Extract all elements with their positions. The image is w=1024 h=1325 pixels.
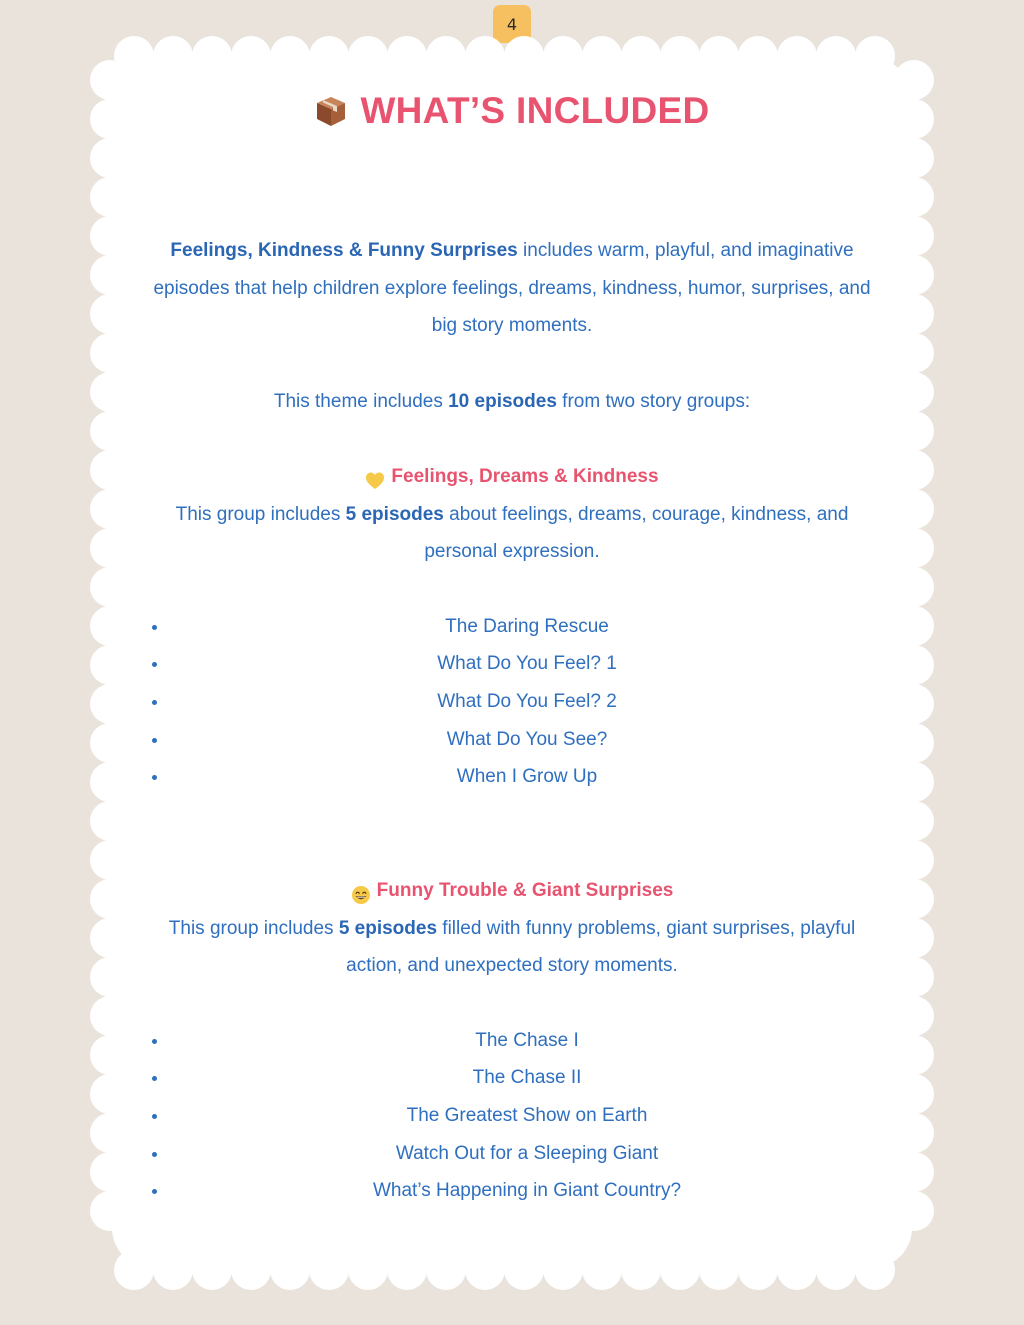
bullet-icon xyxy=(152,625,157,630)
episode-title: What Do You Feel? 2 xyxy=(437,690,617,712)
list-item xyxy=(140,1097,884,1135)
page-title-text: WHAT’S INCLUDED xyxy=(360,90,710,131)
bullet-icon xyxy=(152,1114,157,1119)
theme-summary xyxy=(140,383,884,421)
group-heading-feelings xyxy=(140,458,884,496)
group-desc-suffix: filled with funny problems, giant surprises, playful action, and unexpected story moments. xyxy=(346,917,856,977)
bullet-icon xyxy=(152,700,157,705)
episode-title: What Do You See? xyxy=(446,728,608,750)
theme-name: Feelings, Kindness & Funny Surprises xyxy=(170,240,518,261)
group-desc-suffix: about feelings, dreams, courage, kindness, and personal expression. xyxy=(424,503,849,562)
bullet-icon xyxy=(152,662,157,667)
list-item xyxy=(140,608,884,646)
group-desc-count: 5 episodes xyxy=(338,917,438,939)
group-desc-prefix: This group includes xyxy=(168,917,339,939)
list-item xyxy=(140,1022,884,1060)
bullet-icon xyxy=(152,738,157,743)
intro-paragraph xyxy=(140,232,884,345)
bullet-icon xyxy=(152,775,157,780)
episode-title: The Chase II xyxy=(472,1067,582,1089)
episode-title: The Daring Rescue xyxy=(445,615,609,637)
episode-title: The Greatest Show on Earth xyxy=(406,1104,648,1126)
bullet-icon xyxy=(152,1152,157,1157)
page-number-badge: 4 xyxy=(493,5,531,43)
summary-count: 10 episodes xyxy=(448,390,557,412)
episode-title: When I Grow Up xyxy=(456,766,598,788)
group-title: Funny Trouble & Giant Surprises xyxy=(376,880,674,902)
list-item xyxy=(140,721,884,759)
yellow-heart-icon xyxy=(365,467,385,487)
group-heading-funny xyxy=(140,872,884,910)
list-item xyxy=(140,1172,884,1210)
list-item xyxy=(140,758,884,796)
intro-text-line1: includes warm, playful, and imaginative xyxy=(517,240,854,261)
group-description xyxy=(140,496,884,571)
list-item xyxy=(140,1135,884,1173)
package-icon xyxy=(314,94,348,128)
episode-title: What Do You Feel? 1 xyxy=(437,653,617,675)
episode-title: The Chase I xyxy=(475,1029,579,1051)
summary-suffix: from two story groups: xyxy=(556,390,751,412)
group-desc-count: 5 episodes xyxy=(345,503,444,525)
list-item xyxy=(140,683,884,721)
episode-list-feelings xyxy=(140,608,884,797)
list-item xyxy=(140,1059,884,1097)
page-title xyxy=(140,88,884,134)
intro-text-rest: episodes that help children explore feelings, dreams, kindness, humor, surprises, and big story moments. xyxy=(153,277,871,336)
episode-list-funny xyxy=(140,1022,884,1211)
bullet-icon xyxy=(152,1076,157,1081)
group-desc-prefix: This group includes xyxy=(175,503,346,525)
grinning-face-icon xyxy=(351,881,371,901)
group-title: Feelings, Dreams & Kindness xyxy=(391,466,659,487)
content-area xyxy=(140,58,884,1210)
list-item xyxy=(140,645,884,683)
bullet-icon xyxy=(152,1039,157,1044)
bullet-icon xyxy=(152,1189,157,1194)
episode-title: Watch Out for a Sleeping Giant xyxy=(395,1142,659,1164)
episode-title: What’s Happening in Giant Country? xyxy=(372,1180,682,1202)
summary-prefix: This theme includes xyxy=(273,390,449,412)
group-description xyxy=(140,910,884,985)
